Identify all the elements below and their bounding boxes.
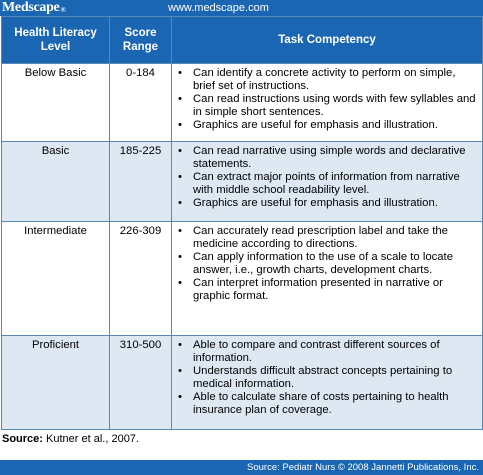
cell-level: Proficient	[2, 336, 110, 430]
task-item: • Can read instructions using words with few syllables and in simple short sentences.	[175, 93, 479, 119]
site-url[interactable]: www.medscape.com	[168, 2, 269, 14]
task-item: • Able to calculate share of costs pertaining to health insurance plan of coverage.	[175, 391, 479, 417]
task-item: • Understands difficult abstract concepts pertaining to medical information.	[175, 365, 479, 391]
cell-level: Below Basic	[2, 64, 110, 142]
cell-score: 310-500	[110, 336, 172, 430]
task-item: • Can accurately read prescription label and take the medicine according to directions.	[175, 225, 479, 251]
cell-level: Intermediate	[2, 222, 110, 336]
cell-score: 185-225	[110, 142, 172, 222]
footer-bar	[0, 460, 483, 475]
task-item: • Able to compare and contrast different sources of information.	[175, 339, 479, 365]
column-header-level: Health Literacy Level	[2, 17, 110, 64]
cell-tasks	[172, 222, 483, 336]
column-header-score: Score Range	[110, 17, 172, 64]
task-list	[175, 339, 479, 417]
cell-tasks	[172, 142, 483, 222]
task-item: • Graphics are useful for emphasis and illustration.	[175, 197, 479, 210]
cell-tasks	[172, 336, 483, 430]
column-header-task: Task Competency	[172, 17, 483, 64]
registered-mark: ®	[60, 6, 66, 14]
table-row-intermediate	[2, 222, 483, 336]
source-label: Source:	[2, 433, 43, 445]
header-banner	[0, 0, 483, 16]
cell-tasks	[172, 64, 483, 142]
task-list	[175, 225, 479, 303]
task-item: • Can identify a concrete activity to perform on simple, brief set of instructions.	[175, 67, 479, 93]
table-row-basic	[2, 142, 483, 222]
task-item: • Can interpret information presented in narrative or graphic format.	[175, 277, 479, 303]
table-row-below-basic	[2, 64, 483, 142]
task-item: • Can apply information to the use of a scale to locate answer, i.e., growth charts, development charts.	[175, 251, 479, 277]
table-row-proficient	[2, 336, 483, 430]
health-literacy-table	[1, 16, 483, 430]
brand-logo[interactable]: Medscape®	[2, 0, 66, 15]
cell-score: 0-184	[110, 64, 172, 142]
task-item: • Graphics are useful for emphasis and illustration.	[175, 119, 479, 132]
table-header-row	[2, 17, 483, 64]
cell-level: Basic	[2, 142, 110, 222]
task-list	[175, 145, 479, 210]
task-list	[175, 67, 479, 132]
source-text: Kutner et al., 2007.	[46, 433, 139, 445]
task-item: • Can extract major points of information from narrative with middle school readability level.	[175, 171, 479, 197]
cell-score: 226-309	[110, 222, 172, 336]
task-item: • Can read narrative using simple words and declarative statements.	[175, 145, 479, 171]
source-citation	[2, 432, 139, 446]
footer-copyright: Source: Pediatr Nurs © 2008 Jannetti Publications, Inc.	[247, 462, 479, 473]
